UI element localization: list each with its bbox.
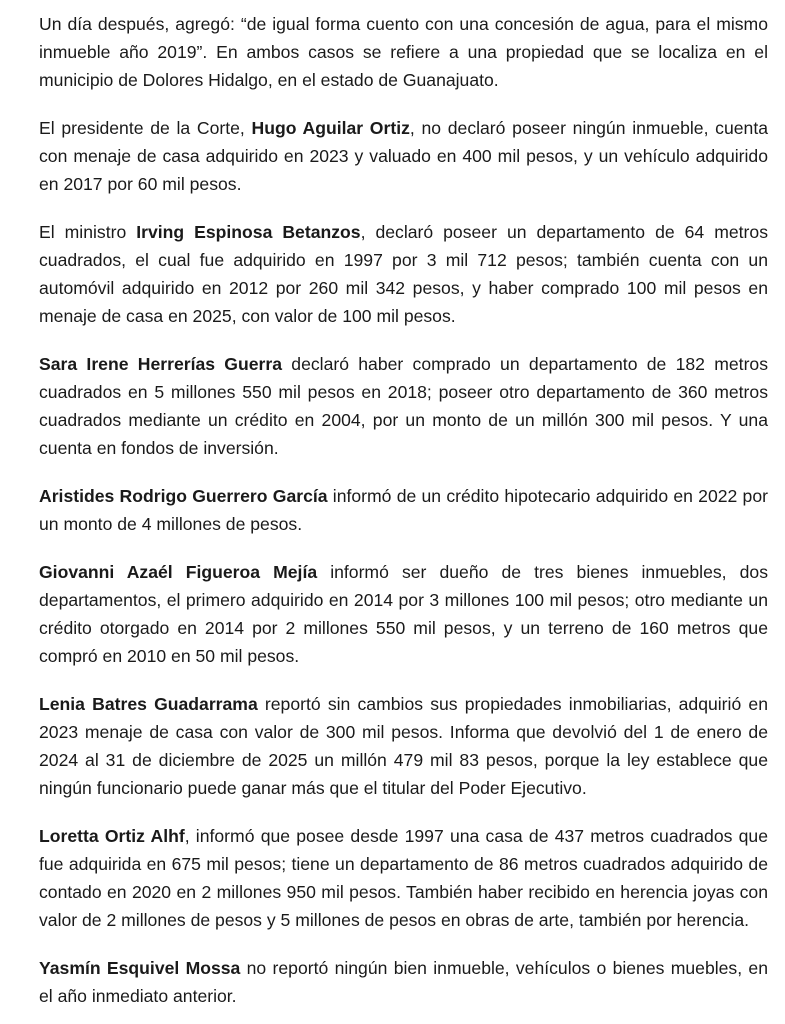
paragraph-giovanni-figueroa: [39, 558, 768, 670]
paragraph-text: no reportó ningún bien inmueble, vehículos o bienes muebles, en el año inmediato anterior.: [39, 958, 768, 1006]
paragraph-lead: El presidente de la Corte,: [39, 118, 252, 138]
paragraph-lead: El ministro: [39, 222, 137, 242]
person-name: Yasmín Esquivel Mossa: [39, 958, 241, 978]
paragraph-text: , declaró poseer un departamento de 64 metros cuadrados, el cual fue adquirido en 1997 por 3 mil 712 pesos; también cuenta con un automóvil adquirido en 2012 por 260 mil 342 pesos, y haber comprado 100 mil pesos en menaje de casa en 2025, con valor de 100 mil pesos.: [39, 222, 768, 326]
paragraph-text: reportó sin cambios sus propiedades inmobiliarias, adquirió en 2023 menaje de casa con valor de 300 mil pesos. Informa que devolvió del 1 de enero de 2024 al 31 de diciembre de 2025 un millón 479 mil 83 pesos, porque la ley establece que ningún funcionario puede ganar más que el titular del Poder Ejecutivo.: [39, 694, 768, 798]
paragraph-sara-herrerias: [39, 350, 768, 462]
paragraph-text: declaró haber comprado un departamento de 182 metros cuadrados en 5 millones 550 mil pesos en 2018; poseer otro departamento de 360 metros cuadrados mediante un crédito en 2004, por un monto de un millón 300 mil pesos. Y una cuenta en fondos de inversión.: [39, 354, 769, 458]
person-name: Hugo Aguilar Ortiz: [251, 118, 410, 138]
paragraph-text: Un día después, agregó: “de igual forma cuento con una concesión de agua, para el mismo inmueble año 2019”. En ambos casos se refiere a una propiedad que se localiza en el municipio de Dolores Hidalgo, en el estado de Guanajuato.: [39, 14, 768, 90]
paragraph-text: , no declaró poseer ningún inmueble, cuenta con menaje de casa adquirido en 2023 y valuado en 400 mil pesos, y un vehículo adquirido en 2017 por 60 mil pesos.: [39, 118, 769, 194]
person-name: Loretta Ortiz Alhf: [39, 826, 185, 846]
paragraph-yasmin-esquivel: [39, 954, 768, 1010]
paragraph-lenia-batres: [39, 690, 768, 802]
paragraph-hugo-aguilar: [39, 114, 768, 198]
paragraph-text: , informó que posee desde 1997 una casa de 437 metros cuadrados que fue adquirida en 675 mil pesos; tiene un departamento de 86 metros cuadrados adquirido de contado en 2020 en 2 millones 950 mil pesos. También haber recibido en herencia joyas con valor de 2 millones de pesos y 5 millones de pesos en obras de arte, también por herencia.: [39, 826, 768, 930]
person-name: Irving Espinosa Betanzos: [136, 222, 361, 242]
paragraph-text: informó ser dueño de tres bienes inmuebles, dos departamentos, el primero adquirido en 2014 por 3 millones 100 mil pesos; otro mediante un crédito otorgado en 2014 por 2 millones 550 mil pesos, y un terreno de 160 metros que compró en 2010 en 50 mil pesos.: [39, 562, 768, 666]
paragraph-loretta-ortiz: [39, 822, 768, 934]
person-name: Lenia Batres Guadarrama: [39, 694, 258, 714]
paragraph-aristides-guerrero: [39, 482, 768, 538]
paragraph-irving-espinosa: [39, 218, 768, 330]
person-name: Giovanni Azaél Figueroa Mejía: [39, 562, 318, 582]
paragraph-text: informó de un crédito hipotecario adquirido en 2022 por un monto de 4 millones de pesos.: [39, 486, 768, 534]
person-name: Aristides Rodrigo Guerrero García: [39, 486, 328, 506]
paragraph-agua: [39, 10, 768, 94]
person-name: Sara Irene Herrerías Guerra: [39, 354, 283, 374]
